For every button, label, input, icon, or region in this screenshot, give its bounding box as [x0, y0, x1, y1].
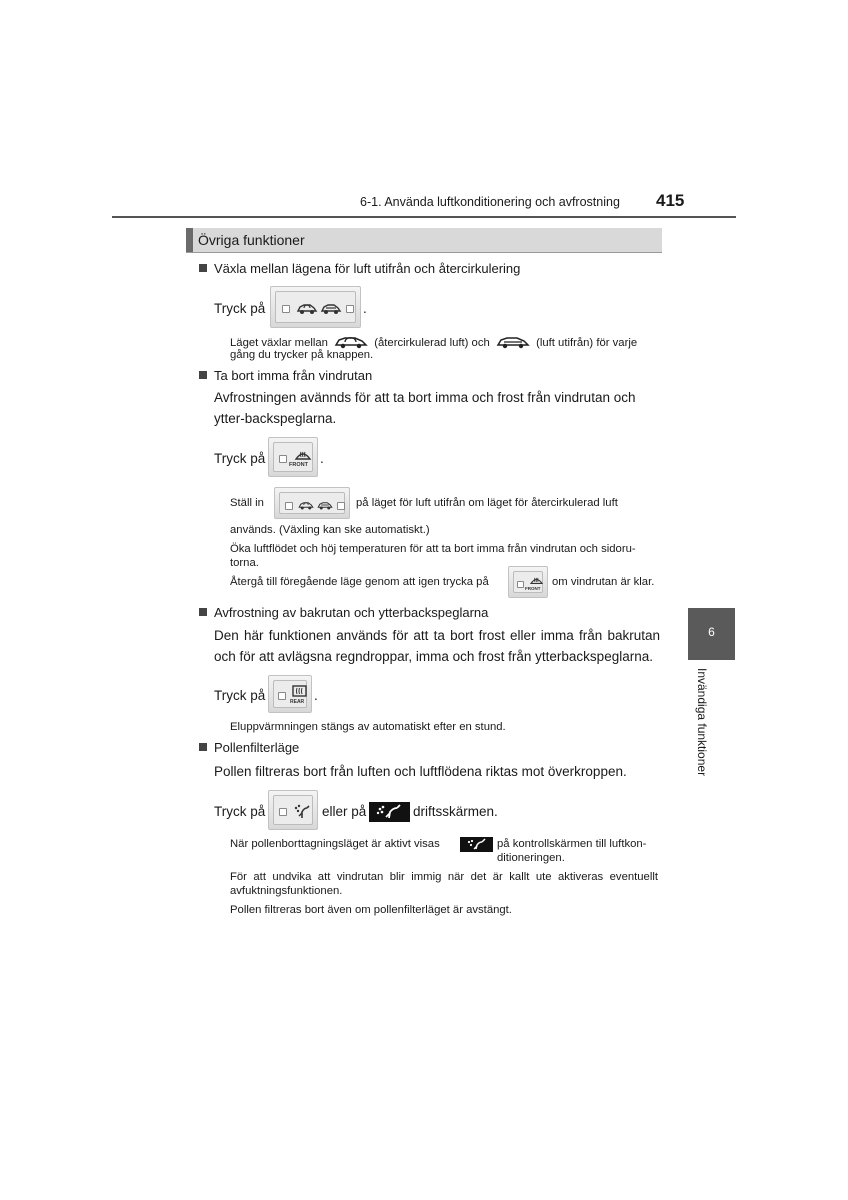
- chapter-tab-number: 6: [708, 625, 715, 639]
- front-defroster-icon: [529, 574, 544, 585]
- pollen-filter-icon: [293, 804, 311, 820]
- pollen-filter-icon: [460, 837, 493, 852]
- item-body: Avfrostningen avännds för att ta bort imma och frost från vindrutan och ytter-backspeglarna.: [214, 390, 636, 426]
- outside-air-car-icon: [316, 499, 334, 511]
- item-heading: Avfrostning av bakrutan och ytterbackspeglarna: [199, 605, 488, 620]
- indicator-led: [279, 455, 287, 463]
- press-label: Tryck på: [214, 451, 266, 466]
- front-defroster-button: [268, 437, 318, 477]
- indicator-led: [337, 502, 345, 510]
- press-label: Tryck på: [214, 688, 266, 703]
- button-caption: FRONT: [289, 462, 308, 468]
- front-defroster-icon: [294, 447, 312, 461]
- indicator-led: [517, 581, 524, 588]
- air-intake-button: [274, 487, 350, 519]
- note-line: För att undvika att vindrutan blir immig när det är kallt ute aktiveras eventuellt avfuktningsfunktionen.: [230, 871, 658, 897]
- recirculation-car-icon: [334, 335, 368, 349]
- indicator-led: [282, 305, 290, 313]
- section-underline: [186, 252, 662, 253]
- section-accent: [186, 228, 193, 253]
- air-intake-button: [270, 286, 361, 328]
- recirculation-car-icon: [296, 300, 318, 316]
- pollen-filter-icon: [369, 802, 410, 822]
- front-defroster-button: [508, 566, 548, 598]
- note-line: Öka luftflödet och höj temperaturen för att ta bort imma från vindrutan och sidoru-torna.: [230, 543, 636, 569]
- press-label: Tryck på: [214, 301, 266, 316]
- note-line: Ställ in: [230, 497, 264, 509]
- indicator-led: [279, 808, 287, 816]
- chapter-tab-label: Invändiga funktioner: [695, 668, 709, 777]
- recirculation-car-icon: [297, 499, 315, 511]
- pollen-filter-button: [268, 790, 318, 830]
- bullet-square-icon: [199, 264, 207, 272]
- item-body: Pollen filtreras bort från luften och luftflödena riktas mot överkroppen.: [214, 764, 627, 779]
- bullet-square-icon: [199, 743, 207, 751]
- bullet-square-icon: [199, 371, 207, 379]
- rear-defroster-icon: [292, 685, 307, 697]
- item-heading: Ta bort imma från vindrutan: [199, 368, 372, 383]
- press-label: Tryck på: [214, 804, 266, 819]
- button-caption: FRONT: [525, 586, 541, 591]
- chapter-tab: [688, 608, 735, 660]
- note-line: Pollen filtreras bort även om pollenfilterläget är avstängt.: [230, 904, 512, 916]
- indicator-led: [285, 502, 293, 510]
- note-line: Återgå till föregående läge genom att igen trycka på: [230, 576, 489, 588]
- button-caption: REAR: [290, 699, 305, 705]
- rear-defroster-button: [268, 675, 312, 713]
- note-line: Läget växlar mellan (återcirkulerad luft) och (luft utifrån) för varje: [230, 337, 638, 349]
- bullet-square-icon: [199, 608, 207, 616]
- item-body: Den här funktionen används för att ta bort frost eller imma från bakrutan och för att avlägsna regndroppar, imma och frost från ytterbackspeglarna.: [214, 628, 660, 664]
- outside-air-car-icon: [496, 335, 530, 349]
- section-title: Övriga funktioner: [198, 232, 305, 248]
- note-line: Eluppvärmningen stängs av automatiskt efter en stund.: [230, 721, 506, 733]
- page-number: 415: [656, 191, 685, 210]
- header-rule: [112, 216, 736, 218]
- item-heading: Växla mellan lägena för luft utifrån och återcirkulering: [199, 261, 520, 276]
- indicator-led: [346, 305, 354, 313]
- note-line: När pollenborttagningsläget är aktivt visas: [230, 838, 440, 850]
- item-heading: Pollenfilterläge: [199, 740, 299, 755]
- chapter-title: 6-1. Använda luftkonditionering och avfrostning: [360, 195, 620, 209]
- section-header: [186, 228, 662, 253]
- indicator-led: [278, 692, 286, 700]
- outside-air-car-icon: [320, 300, 342, 316]
